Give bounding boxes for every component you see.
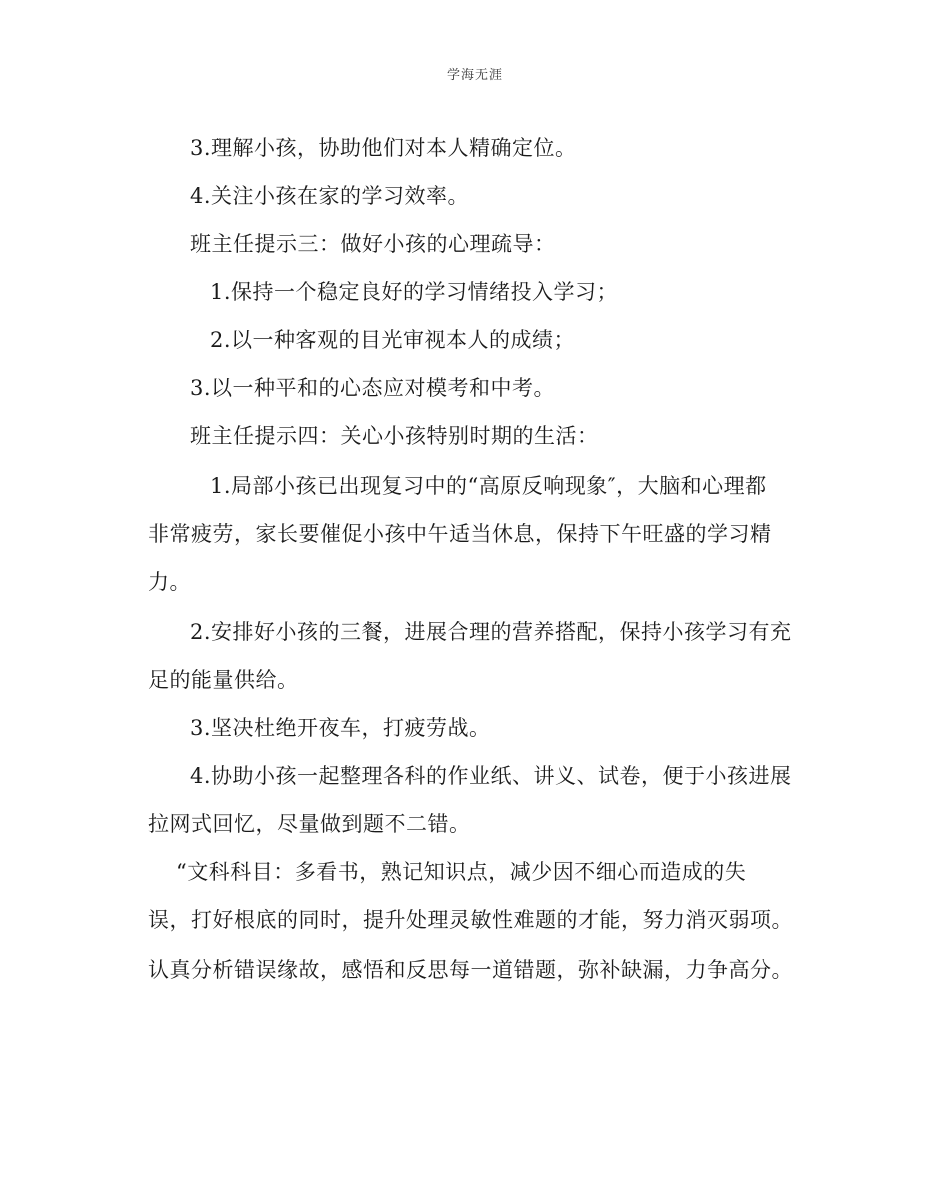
paragraph-line: 3.坚决杜绝开夜车，打疲劳战。 bbox=[190, 716, 491, 740]
paragraph-line: 2.安排好小孩的三餐，进展合理的营养搭配，保持小孩学习有充 bbox=[190, 620, 792, 644]
paragraph-line: “文科科目：多看书，熟记知识点，减少因不细心而造成的失 bbox=[176, 860, 747, 884]
paragraph-line: 班主任提示三：做好小孩的心理疏导： bbox=[190, 232, 556, 256]
page-header: 学海无涯 bbox=[446, 68, 503, 83]
paragraph-line: 拉网式回忆，尽量做到题不二错。 bbox=[148, 812, 471, 836]
paragraph-line: 4.协助小孩一起整理各科的作业纸、讲义、试卷，便于小孩进展 bbox=[190, 764, 792, 788]
paragraph-line: 班主任提示四：关心小孩特别时期的生活： bbox=[190, 424, 599, 448]
paragraph-line: 认真分析错误缘故，感悟和反思每一道错题，弥补缺漏，力争高分。 bbox=[148, 958, 793, 982]
paragraph-line: 3.以一种平和的心态应对模考和中考。 bbox=[190, 376, 556, 400]
paragraph-line: 4.关注小孩在家的学习效率。 bbox=[190, 184, 470, 208]
paragraph-line: 非常疲劳，家长要催促小孩中午适当休息，保持下午旺盛的学习精 bbox=[148, 522, 772, 546]
paragraph-line: 足的能量供给。 bbox=[148, 668, 299, 692]
paragraph-line: 3.理解小孩，协助他们对本人精确定位。 bbox=[190, 136, 577, 160]
paragraph-line: 1.保持一个稳定良好的学习情绪投入学习； bbox=[210, 280, 619, 304]
paragraph-line: 1.局部小孩已出现复习中的“高原反响现象″，大脑和心理都 bbox=[210, 474, 767, 498]
paragraph-line: 误，打好根底的同时，提升处理灵敏性难题的才能，努力消灭弱项。 bbox=[148, 908, 793, 932]
paragraph-line: 力。 bbox=[148, 570, 191, 594]
paragraph-line: 2.以一种客观的目光审视本人的成绩； bbox=[210, 328, 576, 352]
